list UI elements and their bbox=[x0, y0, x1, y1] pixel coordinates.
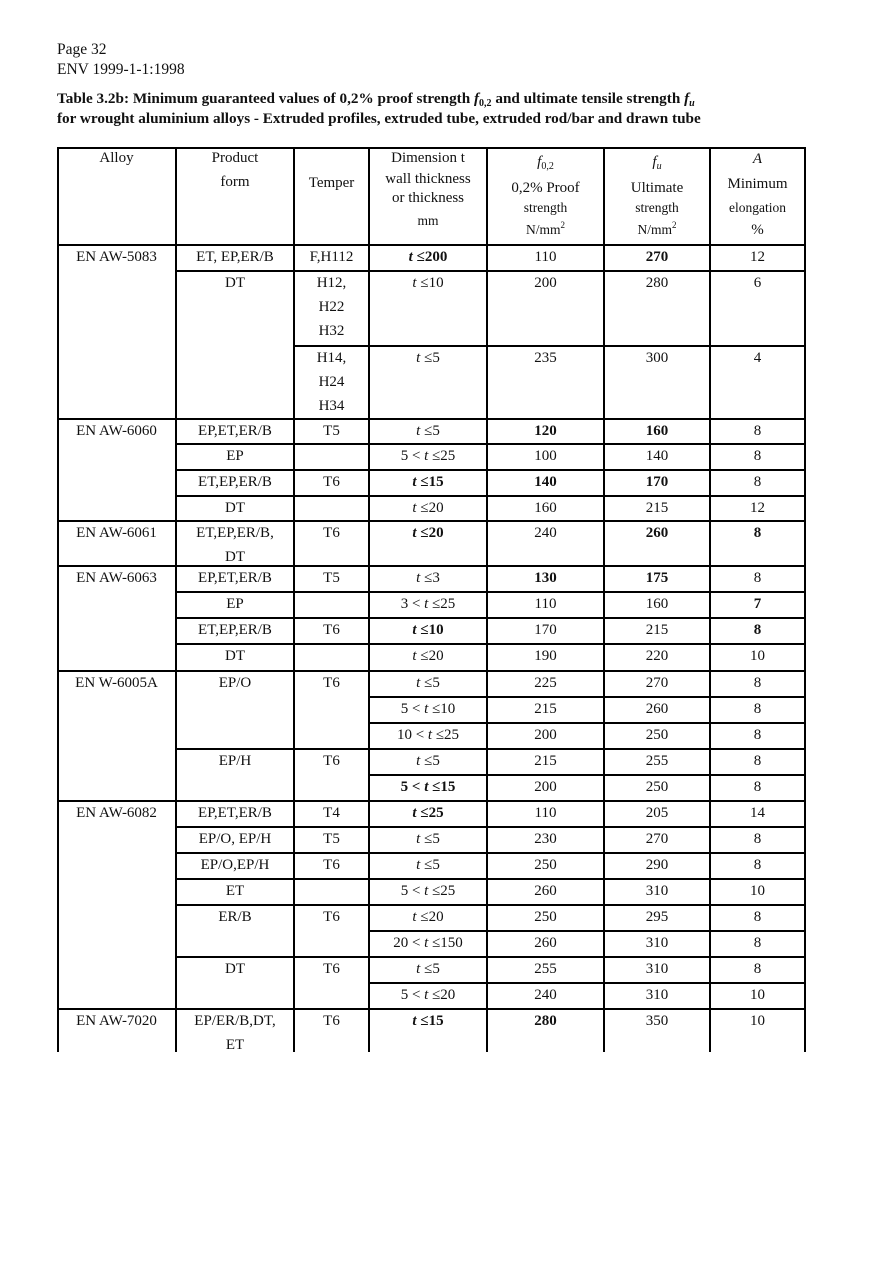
cell-dimension: t ≤10 bbox=[412, 622, 444, 638]
cell-dimension: t ≤5 bbox=[416, 423, 440, 439]
table-border bbox=[294, 345, 805, 347]
cell-proof-strength: 225 bbox=[534, 675, 557, 691]
header-proof-strength: $N/mm^2$ bbox=[525, 220, 565, 237]
header-elongation: elongation bbox=[729, 200, 786, 215]
cell-proof-strength: 110 bbox=[534, 805, 557, 821]
header-ultimate-strength: $N/mm^2$ bbox=[637, 220, 677, 237]
header-product-form: Product bbox=[211, 150, 259, 166]
cell-product-form: EP,ET,ER/B bbox=[198, 570, 272, 586]
cell-product-form: EP/O,EP/H bbox=[200, 857, 270, 873]
cell-temper: T6 bbox=[323, 622, 340, 638]
cell-dimension: t ≤10 bbox=[412, 275, 444, 291]
table-border bbox=[57, 670, 805, 672]
cell-elongation: 8 bbox=[753, 909, 762, 925]
table-border bbox=[176, 591, 805, 593]
table-border bbox=[176, 495, 805, 497]
page-number: Page 32 bbox=[57, 41, 107, 58]
cell-alloy: EN AW-5083 bbox=[76, 249, 157, 265]
cell-dimension: 5 < t ≤25 bbox=[400, 448, 456, 464]
cell-temper: T6 bbox=[323, 753, 340, 769]
table-border bbox=[369, 722, 805, 724]
cell-proof-strength: 250 bbox=[534, 909, 557, 925]
cell-product-form: DT bbox=[225, 275, 245, 291]
cell-temper: T6 bbox=[323, 909, 340, 925]
cell-proof-strength: 170 bbox=[534, 622, 557, 638]
cell-proof-strength: 110 bbox=[534, 596, 557, 612]
cell-dimension: t ≤15 bbox=[412, 1013, 444, 1029]
cell-dimension: t ≤25 bbox=[412, 805, 444, 821]
cell-product-form: DT bbox=[225, 500, 245, 516]
cell-product-form: EP bbox=[226, 596, 244, 612]
table-border bbox=[369, 696, 805, 698]
header-proof-strength: 0,2% Proof bbox=[511, 180, 580, 196]
cell-ultimate-strength: 160 bbox=[645, 423, 669, 439]
cell-elongation: 8 bbox=[753, 622, 762, 638]
cell-temper: F,H112 bbox=[309, 249, 354, 265]
table-border bbox=[57, 565, 805, 567]
cell-temper: H12, bbox=[316, 275, 347, 291]
header-dimension: or thickness bbox=[391, 190, 465, 206]
header-alloy: Alloy bbox=[99, 150, 134, 166]
cell-elongation: 8 bbox=[753, 675, 762, 691]
cell-dimension: t ≤3 bbox=[416, 570, 440, 586]
header-dimension: Dimension t bbox=[391, 150, 465, 166]
table-caption-line-1: Table 3.2b: Minimum guaranteed values of 0,2% proof strength $f_{0,2}$ and ultimate tensile strength $f_u$ bbox=[57, 90, 695, 109]
cell-ultimate-strength: 270 bbox=[645, 675, 669, 691]
cell-elongation: 8 bbox=[753, 423, 762, 439]
cell-proof-strength: 130 bbox=[534, 570, 557, 586]
table-border bbox=[176, 643, 805, 645]
cell-ultimate-strength: 170 bbox=[645, 474, 669, 490]
cell-elongation: 8 bbox=[753, 448, 762, 464]
header-dimension: wall thickness bbox=[385, 171, 471, 187]
cell-ultimate-strength: 215 bbox=[645, 622, 669, 638]
table-border bbox=[57, 147, 805, 149]
cell-proof-strength: 160 bbox=[534, 500, 557, 516]
cell-elongation: 8 bbox=[753, 831, 762, 847]
cell-elongation: 14 bbox=[750, 805, 765, 821]
cell-elongation: 8 bbox=[753, 935, 762, 951]
cell-product-form: DT bbox=[225, 961, 245, 977]
cell-proof-strength: 200 bbox=[534, 275, 557, 291]
cell-product-form: ER/B bbox=[218, 909, 252, 925]
cell-elongation: 8 bbox=[753, 753, 762, 769]
cell-dimension: 20 < t ≤150 bbox=[393, 935, 463, 951]
header-ultimate-strength: strength bbox=[635, 200, 679, 215]
cell-dimension: t ≤20 bbox=[412, 909, 444, 925]
cell-ultimate-strength: 310 bbox=[645, 961, 669, 977]
cell-dimension: t ≤5 bbox=[416, 961, 440, 977]
table-border bbox=[57, 800, 805, 802]
table-border bbox=[176, 904, 805, 906]
cell-dimension: 5 < t ≤20 bbox=[400, 987, 456, 1003]
cell-temper: T6 bbox=[323, 1013, 340, 1029]
cell-temper: T6 bbox=[323, 857, 340, 873]
cell-temper: T6 bbox=[323, 961, 340, 977]
cell-elongation: 10 bbox=[750, 987, 765, 1003]
header-ultimate-strength: $f_u$ bbox=[652, 154, 662, 172]
cell-proof-strength: 280 bbox=[534, 1013, 557, 1029]
cell-proof-strength: 100 bbox=[534, 448, 557, 464]
cell-product-form: DT bbox=[225, 549, 245, 565]
table-border bbox=[176, 443, 805, 445]
cell-proof-strength: 120 bbox=[534, 423, 557, 439]
table-border bbox=[57, 418, 805, 420]
cell-alloy: EN AW-6060 bbox=[76, 423, 157, 439]
cell-elongation: 8 bbox=[753, 474, 762, 490]
cell-elongation: 8 bbox=[753, 727, 762, 743]
cell-proof-strength: 240 bbox=[534, 525, 557, 541]
table-border bbox=[176, 878, 805, 880]
header-proof-strength: strength bbox=[523, 200, 568, 215]
table-border bbox=[176, 852, 805, 854]
cell-temper: H32 bbox=[318, 323, 345, 339]
cell-product-form: ET bbox=[225, 883, 245, 899]
cell-temper: T5 bbox=[323, 831, 340, 847]
cell-ultimate-strength: 250 bbox=[645, 779, 669, 795]
cell-proof-strength: 260 bbox=[534, 883, 557, 899]
table-caption-line-2: for wrought aluminium alloys - Extruded profiles, extruded tube, extruded rod/bar and drawn tube bbox=[57, 110, 701, 127]
cell-proof-strength: 215 bbox=[534, 701, 557, 717]
cell-proof-strength: 230 bbox=[534, 831, 557, 847]
table-border bbox=[176, 270, 805, 272]
standard-reference: ENV 1999-1-1:1998 bbox=[57, 61, 185, 78]
cell-elongation: 6 bbox=[753, 275, 762, 291]
table-border bbox=[57, 244, 805, 246]
cell-temper: H14, bbox=[316, 350, 347, 366]
table-border bbox=[176, 956, 805, 958]
cell-dimension: t ≤5 bbox=[416, 675, 440, 691]
cell-product-form: EP/O bbox=[218, 675, 252, 691]
header-product-form: form bbox=[220, 174, 250, 190]
cell-ultimate-strength: 290 bbox=[645, 857, 669, 873]
cell-product-form: ET,EP,ER/B, bbox=[196, 525, 274, 541]
cell-proof-strength: 235 bbox=[534, 350, 557, 366]
cell-dimension: t ≤15 bbox=[412, 474, 444, 490]
cell-dimension: 5 < t ≤10 bbox=[400, 701, 456, 717]
cell-proof-strength: 250 bbox=[534, 857, 557, 873]
cell-proof-strength: 240 bbox=[534, 987, 557, 1003]
cell-ultimate-strength: 255 bbox=[645, 753, 669, 769]
cell-ultimate-strength: 140 bbox=[645, 448, 669, 464]
header-elongation: Minimum bbox=[727, 176, 788, 192]
cell-ultimate-strength: 270 bbox=[645, 831, 669, 847]
cell-dimension: t ≤20 bbox=[412, 648, 444, 664]
cell-proof-strength: 260 bbox=[534, 935, 557, 951]
cell-proof-strength: 190 bbox=[534, 648, 557, 664]
cell-dimension: t ≤20 bbox=[412, 500, 444, 516]
cell-ultimate-strength: 250 bbox=[645, 727, 669, 743]
cell-elongation: 8 bbox=[753, 779, 762, 795]
cell-proof-strength: 255 bbox=[534, 961, 557, 977]
table-border bbox=[369, 982, 805, 984]
table-border bbox=[176, 469, 805, 471]
cell-ultimate-strength: 270 bbox=[645, 249, 669, 265]
cell-alloy: EN AW-6061 bbox=[76, 525, 157, 541]
cell-product-form: EP,ET,ER/B bbox=[198, 423, 272, 439]
cell-dimension: 10 < t ≤25 bbox=[396, 727, 460, 743]
cell-dimension: t ≤20 bbox=[412, 525, 444, 541]
cell-product-form: ET, EP,ER/B bbox=[196, 249, 274, 265]
cell-alloy: EN W-6005A bbox=[75, 675, 158, 691]
cell-dimension: t ≤5 bbox=[416, 753, 440, 769]
cell-proof-strength: 140 bbox=[534, 474, 557, 490]
cell-temper: T6 bbox=[323, 675, 340, 691]
table-border bbox=[57, 147, 59, 1052]
table-border bbox=[369, 930, 805, 932]
cell-ultimate-strength: 300 bbox=[645, 350, 669, 366]
table-border bbox=[369, 774, 805, 776]
cell-temper: T6 bbox=[323, 525, 340, 541]
header-ultimate-strength: Ultimate bbox=[630, 180, 684, 196]
cell-proof-strength: 200 bbox=[534, 727, 557, 743]
cell-product-form: EP bbox=[226, 448, 244, 464]
cell-proof-strength: 110 bbox=[534, 249, 557, 265]
cell-product-form: DT bbox=[225, 648, 245, 664]
cell-elongation: 12 bbox=[750, 500, 765, 516]
cell-ultimate-strength: 220 bbox=[645, 648, 669, 664]
table-border bbox=[176, 748, 805, 750]
cell-temper: T6 bbox=[323, 474, 340, 490]
cell-temper: H22 bbox=[318, 299, 345, 315]
cell-ultimate-strength: 160 bbox=[645, 596, 669, 612]
cell-alloy: EN AW-6063 bbox=[76, 570, 157, 586]
cell-elongation: 12 bbox=[750, 249, 765, 265]
cell-product-form: EP/H bbox=[218, 753, 252, 769]
cell-dimension: 5 < t ≤25 bbox=[400, 883, 456, 899]
cell-elongation: 7 bbox=[753, 596, 762, 612]
cell-product-form: ET,EP,ER/B bbox=[198, 474, 272, 490]
cell-temper: T5 bbox=[323, 423, 340, 439]
cell-elongation: 10 bbox=[750, 883, 765, 899]
cell-ultimate-strength: 310 bbox=[645, 935, 669, 951]
cell-product-form: EP,ET,ER/B bbox=[198, 805, 272, 821]
cell-elongation: 10 bbox=[750, 648, 765, 664]
cell-dimension: t ≤5 bbox=[416, 831, 440, 847]
cell-ultimate-strength: 215 bbox=[645, 500, 669, 516]
header-elongation: % bbox=[751, 222, 764, 238]
cell-elongation: 10 bbox=[750, 1013, 765, 1029]
cell-temper: H34 bbox=[318, 398, 345, 414]
cell-product-form: ET bbox=[225, 1037, 245, 1053]
cell-proof-strength: 200 bbox=[534, 779, 557, 795]
cell-elongation: 8 bbox=[753, 857, 762, 873]
cell-ultimate-strength: 310 bbox=[645, 987, 669, 1003]
header-dimension: mm bbox=[417, 213, 439, 228]
cell-alloy: EN AW-7020 bbox=[76, 1013, 157, 1029]
cell-elongation: 4 bbox=[753, 350, 762, 366]
cell-ultimate-strength: 260 bbox=[645, 525, 669, 541]
cell-product-form: EP/ER/B,DT, bbox=[194, 1013, 276, 1029]
cell-ultimate-strength: 350 bbox=[645, 1013, 669, 1029]
cell-ultimate-strength: 260 bbox=[645, 701, 669, 717]
cell-dimension: 3 < t ≤25 bbox=[400, 596, 456, 612]
cell-elongation: 8 bbox=[753, 701, 762, 717]
cell-temper: T5 bbox=[323, 570, 340, 586]
cell-proof-strength: 215 bbox=[534, 753, 557, 769]
cell-dimension: t ≤5 bbox=[416, 350, 440, 366]
cell-product-form: ET,EP,ER/B bbox=[198, 622, 272, 638]
table-border bbox=[57, 1008, 805, 1010]
table-border bbox=[57, 520, 805, 522]
cell-elongation: 8 bbox=[753, 525, 762, 541]
cell-dimension: t ≤200 bbox=[408, 249, 448, 265]
cell-ultimate-strength: 295 bbox=[645, 909, 669, 925]
table-border bbox=[176, 617, 805, 619]
cell-dimension: 5 < t ≤15 bbox=[400, 779, 456, 795]
header-temper: Temper bbox=[308, 175, 355, 191]
header-proof-strength: $f_{0,2}$ bbox=[537, 154, 554, 172]
cell-elongation: 8 bbox=[753, 961, 762, 977]
table-border bbox=[176, 826, 805, 828]
cell-ultimate-strength: 175 bbox=[645, 570, 669, 586]
cell-dimension: t ≤5 bbox=[416, 857, 440, 873]
cell-ultimate-strength: 310 bbox=[645, 883, 669, 899]
cell-temper: T4 bbox=[323, 805, 340, 821]
cell-temper: H24 bbox=[318, 374, 345, 390]
header-elongation: A bbox=[752, 151, 763, 167]
cell-ultimate-strength: 280 bbox=[645, 275, 669, 291]
cell-ultimate-strength: 205 bbox=[645, 805, 669, 821]
cell-elongation: 8 bbox=[753, 570, 762, 586]
cell-product-form: EP/O, EP/H bbox=[198, 831, 272, 847]
cell-alloy: EN AW-6082 bbox=[76, 805, 157, 821]
